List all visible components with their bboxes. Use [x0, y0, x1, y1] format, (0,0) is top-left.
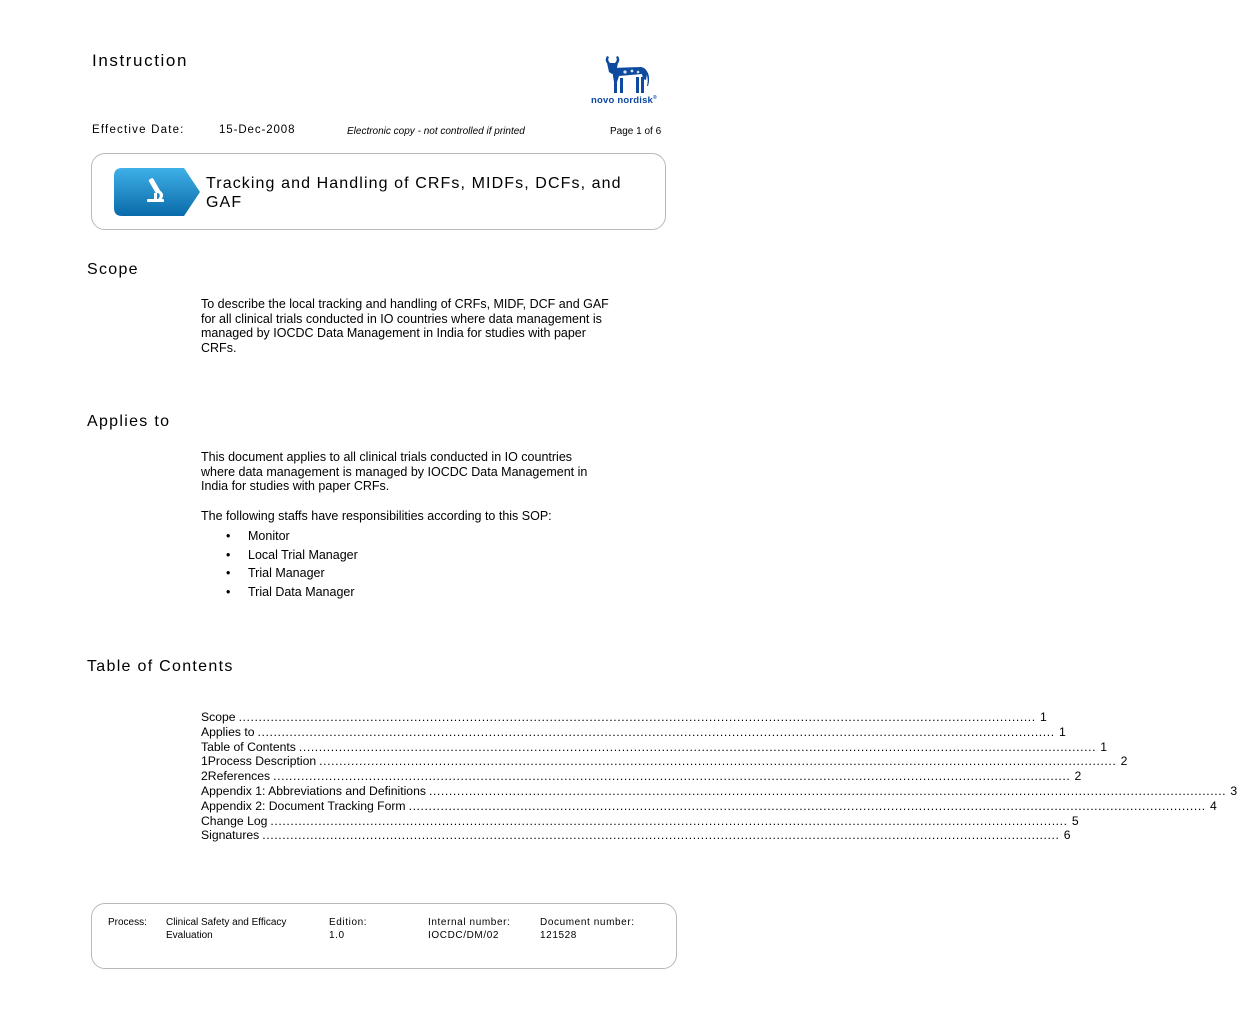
roles-list	[220, 527, 358, 601]
document-number-label: Document number:	[540, 917, 635, 928]
responsibilities-intro: The following staffs have responsibilities according to this SOP:	[201, 509, 552, 523]
toc-page: 1	[1040, 710, 1047, 724]
edition-value: 1.0	[329, 929, 345, 941]
toc-leader: ........................................................................................................................................................................................................	[270, 813, 1068, 828]
toc-entry[interactable]	[201, 798, 1217, 814]
toc-entry[interactable]	[201, 828, 1071, 843]
role-item: • Local Trial Manager	[220, 546, 358, 565]
toc-leader: ........................................................................................................................................................................................................	[408, 798, 1206, 813]
footer-box	[91, 903, 677, 969]
toc-title: References	[207, 769, 271, 784]
toc-entry[interactable]	[201, 813, 1079, 829]
toc-number: 1	[201, 754, 208, 769]
toc-page: 4	[1210, 798, 1217, 813]
toc-title: Change Log	[201, 813, 268, 828]
process-value-line: Clinical Safety and Efficacy	[166, 917, 287, 928]
toc-entry[interactable]	[201, 724, 1066, 740]
toc-leader: ........................................................................................................................................................................................................	[298, 739, 1097, 754]
role-item: • Trial Data Manager	[220, 583, 358, 602]
internal-number-label: Internal number:	[428, 917, 511, 928]
scope-heading: Scope	[87, 261, 139, 278]
applies-to-text	[201, 450, 587, 494]
internal-number	[428, 917, 510, 942]
toc-page: 2	[1074, 769, 1082, 784]
toc-page: 1	[1100, 739, 1108, 754]
applies-to-line: where data management is managed by IOCDC Data Management in	[201, 464, 588, 479]
toc-leader: ........................................................................................................................................................................................................	[257, 724, 1055, 739]
scope-line: for all clinical trials conducted in IO countries where data management is	[201, 311, 602, 326]
role-item: • Monitor	[220, 527, 358, 546]
toc-leader: ........................................................................................................................................................................................................	[262, 828, 1060, 843]
toc-title: Scope	[201, 710, 236, 724]
applies-to-heading: Applies to	[87, 413, 171, 430]
document-title: Tracking and Handling of CRFs, MIDFs, DCFs, and GAF	[206, 175, 622, 211]
toc-title: Appendix 1: Abbreviations and Definitions	[201, 783, 426, 798]
title-box	[91, 153, 666, 230]
scope-text	[201, 297, 609, 355]
toc-leader: ........................................................................................................................................................................................................	[428, 783, 1227, 798]
scope-line: CRFs.	[201, 340, 237, 355]
toc-leader: ........................................................................................................................................................................................................	[319, 754, 1117, 769]
toc-page: 1	[1058, 724, 1066, 739]
registered-mark: ®	[653, 95, 657, 101]
apis-bull-icon	[585, 52, 671, 96]
toc-heading: Table of Contents	[87, 658, 234, 675]
internal-number-value: IOCDC/DM/02	[428, 929, 500, 941]
toc-title: Process Description	[207, 754, 317, 769]
process-value-line: Evaluation	[166, 929, 213, 941]
edition	[329, 917, 367, 942]
toc-entry[interactable]	[201, 783, 1237, 799]
toc-entry[interactable]	[201, 739, 1108, 755]
applies-to-line: India for studies with paper CRFs.	[201, 479, 390, 493]
process-value	[166, 917, 286, 942]
toc-leader: ........................................................................................................................................................................................................	[273, 769, 1071, 784]
toc-leader: ........................................................................................................................................................................................................	[238, 710, 1036, 724]
toc-title: Appendix 2: Document Tracking Form	[201, 798, 406, 813]
role-item: • Trial Manager	[220, 564, 358, 583]
document-number	[540, 917, 635, 942]
effective-date-label: Effective Date:	[92, 124, 185, 136]
toc-title: Applies to	[201, 724, 255, 739]
scope-line: To describe the local tracking and handling of CRFs, MIDF, DCF and GAF	[201, 297, 609, 311]
toc-entry[interactable]	[201, 754, 1128, 769]
document-type: Instruction	[92, 51, 189, 70]
meta-row	[92, 124, 672, 140]
toc-number: 2	[201, 769, 208, 784]
novo-nordisk-logo	[585, 52, 671, 118]
document-number-value: 121528	[540, 929, 577, 941]
toc-entry[interactable]	[201, 710, 1047, 725]
copy-note: Electronic copy - not controlled if printed	[347, 126, 525, 137]
microscope-icon	[114, 168, 200, 216]
table-of-contents	[201, 710, 1237, 843]
edition-label: Edition:	[329, 917, 368, 928]
toc-page: 6	[1063, 828, 1071, 843]
toc-title: Table of Contents	[201, 739, 296, 754]
applies-to-line: This document applies to all clinical trials conducted in IO countries	[201, 450, 573, 464]
scope-line: managed by IOCDC Data Management in India for studies with paper	[201, 326, 586, 340]
toc-title: Signatures	[201, 828, 260, 843]
toc-page: 2	[1120, 754, 1128, 769]
logo-text: novo nordisk	[591, 95, 654, 107]
toc-page: 5	[1071, 813, 1079, 828]
toc-entry[interactable]	[201, 769, 1082, 784]
page-info: Page 1 of 6	[610, 126, 662, 137]
toc-page: 3	[1230, 783, 1237, 798]
effective-date: 15-Dec-2008	[219, 124, 296, 136]
process-label: Process:	[108, 917, 147, 928]
